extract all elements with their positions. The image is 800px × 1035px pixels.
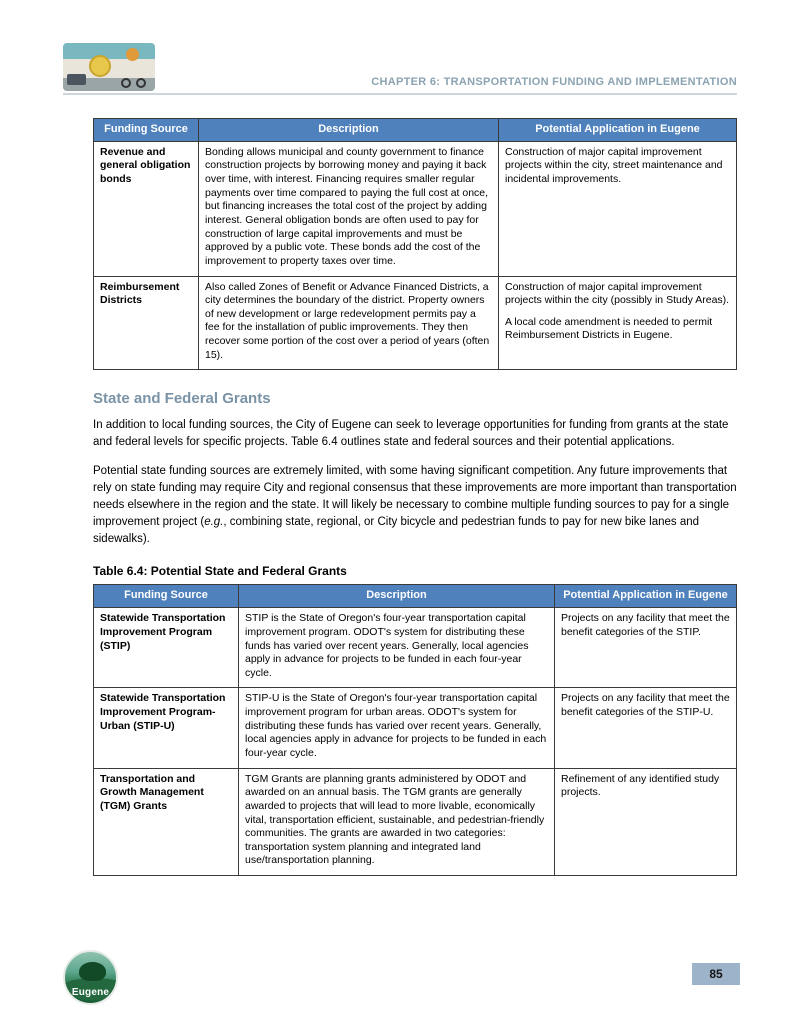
description-cell: STIP is the State of Oregon's four-year transportation capital improvement program. ODOT's system for distributing these funds has varied over recent years. Generally, local agencies apply in advance for projects to be funded in each four-year cycle. (239, 608, 555, 688)
description-cell: Also called Zones of Benefit or Advance Financed Districts, a city determines the boundary of the district. Property owners of new development or large redevelopment permits pay a fee for the installation of public improvements. They then recover some portion of the cost over a period of years (often 15). (199, 276, 499, 370)
header-logo (63, 43, 155, 91)
column-header-application: Potential Application in Eugene (555, 585, 737, 608)
chapter-title: CHAPTER 6: TRANSPORTATION FUNDING AND IMPLEMENTATION (371, 76, 737, 88)
application-cell: Construction of major capital improvement projects within the city, street maintenance and incidental improvements. (499, 141, 737, 276)
column-header-application: Potential Application in Eugene (499, 119, 737, 142)
paragraph (93, 463, 737, 548)
table-header-row (94, 585, 737, 608)
logo-art-dot (126, 48, 139, 61)
application-cell: Projects on any facility that meet the benefit categories of the STIP. (555, 608, 737, 688)
paragraph: In addition to local funding sources, the City of Eugene can seek to leverage opportunities for funding from grants at the state and federal levels for specific projects. Table 6.4 outlines state and federal sources and their potential applications. (93, 419, 729, 449)
funding-source-cell: Reimbursement Districts (94, 276, 199, 370)
table-row (94, 276, 737, 370)
local-funding-sources-table (93, 118, 737, 370)
application-cell (499, 276, 737, 370)
bus-icon (67, 74, 86, 85)
logo-art-strip (63, 43, 155, 59)
table-row (94, 768, 737, 875)
eugene-city-logo (63, 950, 118, 1005)
column-header-funding-source: Funding Source (94, 585, 239, 608)
funding-source-cell: Statewide Transportation Improvement Program (STIP) (94, 608, 239, 688)
logo-text: Eugene (71, 987, 110, 998)
state-federal-grants-table (93, 584, 737, 876)
bicycle-icon (121, 78, 131, 88)
section-heading: State and Federal Grants (93, 390, 271, 408)
description-cell: TGM Grants are planning grants administered by ODOT and awarded on an annual basis. The TGM grants are generally awarded to projects that will lead to more livable, economically vital, transportation efficient, sustainable, and pedestrian-friendly communities. The grants are awarded in two categories: transportation system planning and integrated land use/transportation planning. (239, 768, 555, 875)
application-paragraph: Construction of major capital improvement projects within the city (possibly in Study Areas). (505, 280, 730, 307)
table-caption: Table 6.4: Potential State and Federal Grants (93, 564, 347, 579)
column-header-funding-source: Funding Source (94, 119, 199, 142)
paragraph-text: , combining state, regional, or City bicycle and pedestrian funds to pay for new bike lanes and sidewalks). (93, 516, 700, 546)
logo-art-sun (89, 55, 111, 77)
table-row (94, 141, 737, 276)
page-content (93, 118, 737, 876)
table-header-row (94, 119, 737, 142)
funding-source-cell: Revenue and general obligation bonds (94, 141, 199, 276)
funding-source-cell: Statewide Transportation Improvement Program-Urban (STIP-U) (94, 688, 239, 768)
column-header-description: Description (239, 585, 555, 608)
tree-icon (79, 962, 106, 981)
bicycle-icon (136, 78, 146, 88)
document-header (63, 45, 737, 95)
application-cell: Projects on any facility that meet the benefit categories of the STIP-U. (555, 688, 737, 768)
table-row (94, 608, 737, 688)
application-paragraph: A local code amendment is needed to permit Reimbursement Districts in Eugene. (505, 315, 713, 342)
description-cell: Bonding allows municipal and county government to finance construction projects by borrowing money and paying it back over time, with interest. Financing requires smaller regular payments over time compared to paying the full cost at once, but financing increases the total cost of the project by adding interest. General obligation bonds are often used to pay for construction of large capital improvements and must be approved by a public vote. These bonds add the cost of the improvement to property taxes over time. (199, 141, 499, 276)
funding-source-cell: Transportation and Growth Management (TGM) Grants (94, 768, 239, 875)
description-cell: STIP-U is the State of Oregon's four-year transportation capital improvement program for urban areas. ODOT's system for distributing these funds has varied over recent years. Generally, local agencies apply in advance for projects to be funded in each four-year cycle. (239, 688, 555, 768)
column-header-description: Description (199, 119, 499, 142)
paragraph-italic-text: e.g. (204, 516, 224, 529)
table-row (94, 688, 737, 768)
application-cell: Refinement of any identified study projects. (555, 768, 737, 875)
paragraph-text: Potential state funding sources are extremely limited, with some having significant competition. Any future improvements that rely on state funding may require City and regional consensus that these improvements are more important than transportation needs elsewhere in the region and the state. It will likely be necessary to combine multiple funding sources to pay for a single improvement project ( (93, 465, 737, 529)
page-number: 85 (692, 963, 740, 985)
